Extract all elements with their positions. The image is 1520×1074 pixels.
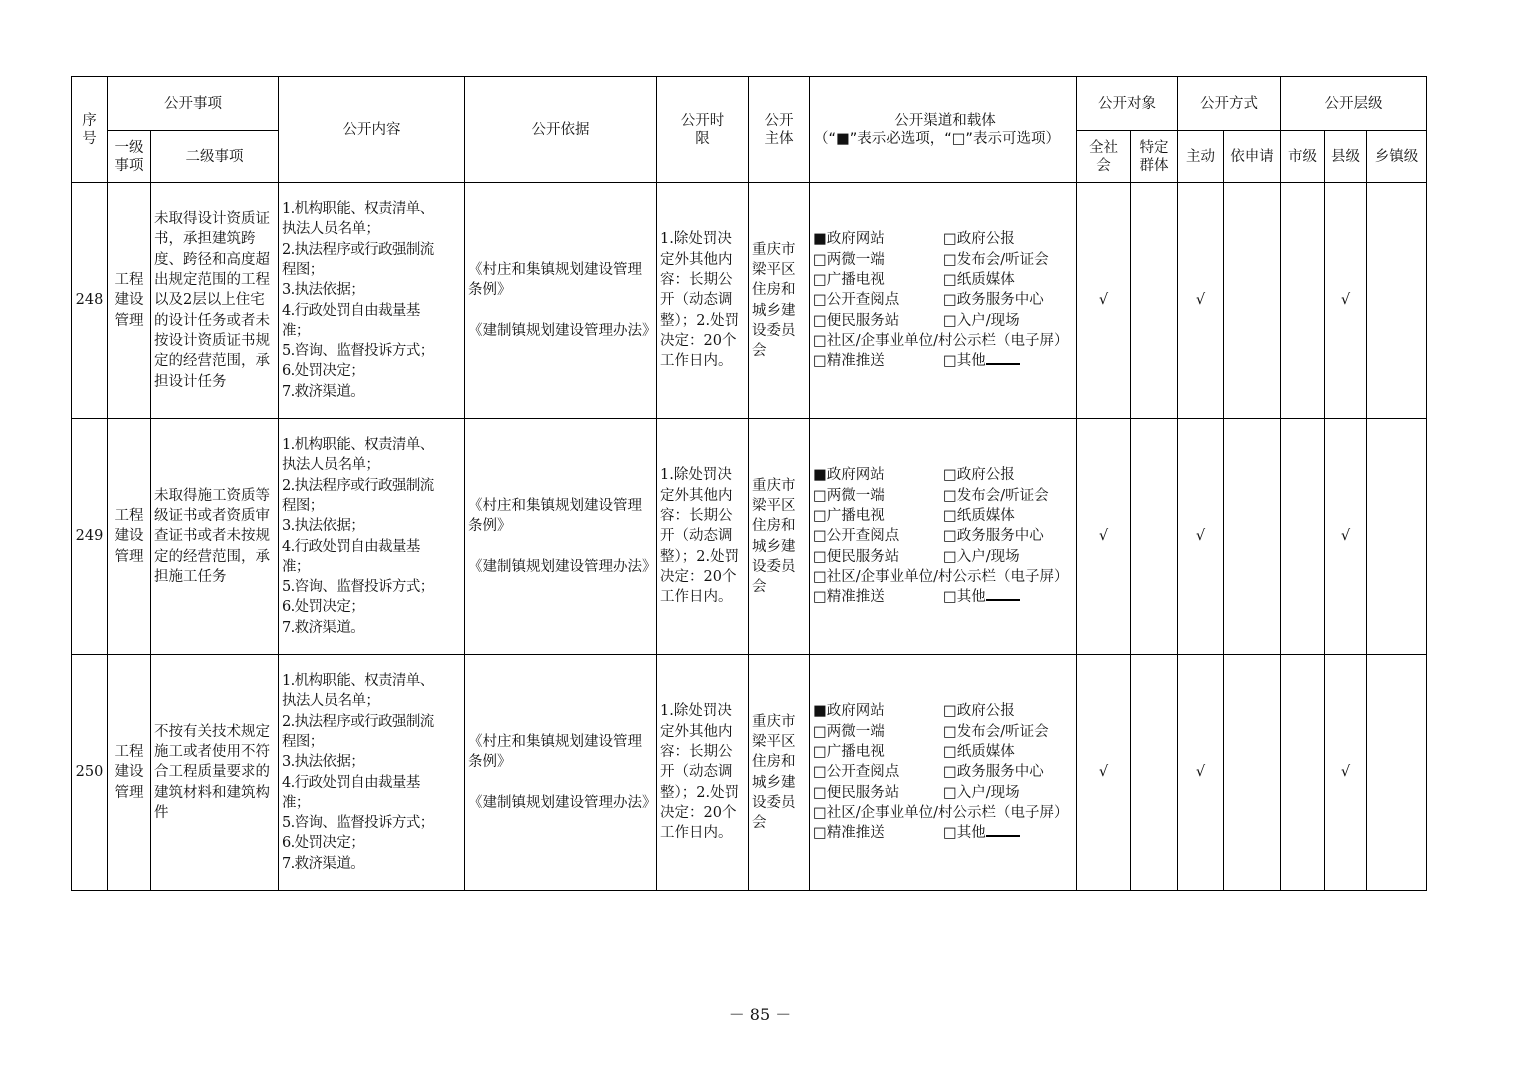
channel-option: □纸质媒体 <box>943 744 1015 761</box>
row-number: 249 <box>72 419 108 655</box>
channel-option: □政府公报 <box>943 231 1015 248</box>
header-timelimit: 公开时限 <box>657 77 749 183</box>
channel-option: ■政府网站 <box>813 467 885 484</box>
content-line: 6.处罚决定； <box>282 363 365 380</box>
cell-mode-apply <box>1224 183 1281 419</box>
channel-option: □入户/现场 <box>943 548 1020 565</box>
channel-option: □政府公报 <box>943 467 1015 484</box>
channel-option: □两微一端 <box>813 251 885 268</box>
channel-option: □便民服务站 <box>813 548 900 565</box>
channel-option: □其他 <box>943 351 1074 371</box>
content-line: 2.执法程序或行政强制流 <box>282 241 434 258</box>
channel-option: □发布会/听证会 <box>943 723 1049 740</box>
content-line: 1.机构职能、权责清单、 <box>282 201 434 218</box>
channel-option: □发布会/听证会 <box>943 251 1049 268</box>
content-line: 4.行政处罚自由裁量基 <box>282 302 420 319</box>
channel-option: □广播电视 <box>813 272 885 289</box>
cell-level-town <box>1367 655 1427 891</box>
content-line: 2.执法程序或行政强制流 <box>282 713 434 730</box>
channel-list <box>813 701 1074 843</box>
channel-option: □入户/现场 <box>943 784 1020 801</box>
channel-option: □政府公报 <box>943 703 1015 720</box>
content-line: 1.机构职能、权责清单、 <box>282 437 434 454</box>
row-timelimit: 1.除处罚决定外其他内容：长期公开（动态调整）；2.处罚决定：20个工作日内。 <box>657 655 749 891</box>
header-item: 公开事项 <box>108 77 279 131</box>
channel-option: □广播电视 <box>813 508 885 525</box>
cell-mode-active: √ <box>1178 419 1224 655</box>
page-number: － 85 － <box>728 1005 792 1024</box>
channel-option: □入户/现场 <box>943 312 1020 329</box>
header-level2: 二级事项 <box>151 131 279 183</box>
content-line: 6.处罚决定； <box>282 835 365 852</box>
content-line: 程图； <box>282 497 324 514</box>
cell-level-city <box>1281 655 1325 891</box>
channel-option: □公开查阅点 <box>813 764 900 781</box>
row-basis-2: 《建制镇规划建设管理办法》 <box>468 322 657 339</box>
row-level2: 未取得设计资质证书，承担建筑跨度、跨径和高度超出规定范围的工程以及2层以上住宅的设计任务或者未按设计资质证书规定的经营范围，承担设计任务 <box>151 183 279 419</box>
row-subject: 重庆市梁平区住房和城乡建设委员会 <box>749 419 810 655</box>
header-mode: 公开方式 <box>1178 77 1281 131</box>
row-basis-1: 《村庄和集镇规划建设管理条例》 <box>468 734 642 771</box>
content-line: 执法人员名单； <box>282 221 380 238</box>
content-line: 准； <box>282 322 310 339</box>
content-line: 4.行政处罚自由裁量基 <box>282 538 420 555</box>
header-channel-title: 公开渠道和载体 <box>894 112 996 129</box>
row-subject: 重庆市梁平区住房和城乡建设委员会 <box>749 183 810 419</box>
row-level2: 不按有关技术规定施工或者使用不符合工程质量要求的建筑材料和建筑构件 <box>151 655 279 891</box>
channel-option: □精准推送 <box>813 825 885 842</box>
content-line: 准； <box>282 558 310 575</box>
cell-level-county: √ <box>1325 183 1367 419</box>
channel-option: □政务服务中心 <box>943 764 1044 781</box>
cell-target-specific <box>1131 419 1178 655</box>
row-content <box>279 183 465 419</box>
row-timelimit: 1.除处罚决定外其他内容：长期公开（动态调整）；2.处罚决定：20个工作日内。 <box>657 183 749 419</box>
content-line: 5.咨询、监督投诉方式； <box>282 343 434 360</box>
header-level: 公开层级 <box>1281 77 1427 131</box>
table-row <box>72 183 1427 419</box>
row-timelimit: 1.除处罚决定外其他内容：长期公开（动态调整）；2.处罚决定：20个工作日内。 <box>657 419 749 655</box>
cell-level-city <box>1281 419 1325 655</box>
content-line: 1.机构职能、权责清单、 <box>282 673 434 690</box>
content-line: 7.救济渠道。 <box>282 855 365 872</box>
content-line: 执法人员名单； <box>282 457 380 474</box>
channel-option: ■政府网站 <box>813 703 885 720</box>
row-channels <box>810 655 1077 891</box>
channel-option: □公开查阅点 <box>813 292 900 309</box>
header-mode-apply: 依申请 <box>1224 131 1281 183</box>
cell-level-county: √ <box>1325 419 1367 655</box>
header-target-all: 全社会 <box>1077 131 1131 183</box>
content-line: 4.行政处罚自由裁量基 <box>282 774 420 791</box>
cell-mode-active: √ <box>1178 183 1224 419</box>
channel-option: □发布会/听证会 <box>943 487 1049 504</box>
content-line: 2.执法程序或行政强制流 <box>282 477 434 494</box>
header-target-specific: 特定群体 <box>1131 131 1178 183</box>
cell-level-town <box>1367 419 1427 655</box>
cell-target-all: √ <box>1077 419 1131 655</box>
channel-option: □公开查阅点 <box>813 528 900 545</box>
header-level-county: 县级 <box>1325 131 1367 183</box>
row-channels <box>810 419 1077 655</box>
channel-option: □纸质媒体 <box>943 272 1015 289</box>
channel-option: ■政府网站 <box>813 231 885 248</box>
header-level-city: 市级 <box>1281 131 1325 183</box>
header-subject: 公开主体 <box>749 77 810 183</box>
header-level-town: 乡镇级 <box>1367 131 1427 183</box>
content-line: 3.执法依据； <box>282 518 365 535</box>
channel-option: □其他 <box>943 823 1074 843</box>
content-line: 6.处罚决定； <box>282 599 365 616</box>
blank-line <box>986 823 1020 837</box>
header-mode-active: 主动 <box>1178 131 1224 183</box>
row-basis <box>465 183 657 419</box>
channel-option: □其他 <box>943 587 1074 607</box>
channel-option: □便民服务站 <box>813 312 900 329</box>
row-level1: 工程建设管理 <box>108 655 151 891</box>
row-content <box>279 419 465 655</box>
blank-line <box>986 587 1020 601</box>
disclosure-table <box>71 76 1427 891</box>
content-line: 执法人员名单； <box>282 693 380 710</box>
cell-level-town <box>1367 183 1427 419</box>
content-line: 程图； <box>282 261 324 278</box>
cell-target-all: √ <box>1077 655 1131 891</box>
channel-option: □便民服务站 <box>813 784 900 801</box>
cell-target-all: √ <box>1077 183 1131 419</box>
row-level2: 未取得施工资质等级证书或者资质审查证书或者未按规定的经营范围，承担施工任务 <box>151 419 279 655</box>
content-line: 3.执法依据； <box>282 754 365 771</box>
header-channel-note: （“■”表示必选项，“□”表示可选项） <box>814 130 1060 147</box>
table-row <box>72 655 1427 891</box>
cell-mode-apply <box>1224 419 1281 655</box>
channel-list <box>813 229 1074 371</box>
channel-option: □广播电视 <box>813 744 885 761</box>
channel-list <box>813 465 1074 607</box>
content-line: 5.咨询、监督投诉方式； <box>282 579 434 596</box>
content-line: 程图； <box>282 733 324 750</box>
row-number: 250 <box>72 655 108 891</box>
row-basis-1: 《村庄和集镇规划建设管理条例》 <box>468 498 642 535</box>
content-line: 5.咨询、监督投诉方式； <box>282 815 434 832</box>
table-body <box>72 183 1427 891</box>
channel-option: □精准推送 <box>813 589 885 606</box>
content-line: 7.救济渠道。 <box>282 383 365 400</box>
header-channel <box>810 77 1077 183</box>
cell-level-city <box>1281 183 1325 419</box>
channel-option: □社区/企事业单位/村公示栏（电子屏） <box>813 804 1069 821</box>
cell-mode-apply <box>1224 655 1281 891</box>
channel-option: □社区/企事业单位/村公示栏（电子屏） <box>813 568 1069 585</box>
channel-option: □两微一端 <box>813 487 885 504</box>
header-target: 公开对象 <box>1077 77 1178 131</box>
row-basis <box>465 419 657 655</box>
channel-option: □政务服务中心 <box>943 292 1044 309</box>
cell-level-county: √ <box>1325 655 1367 891</box>
channel-option: □两微一端 <box>813 723 885 740</box>
row-level1: 工程建设管理 <box>108 183 151 419</box>
cell-target-specific <box>1131 655 1178 891</box>
channel-option: □纸质媒体 <box>943 508 1015 525</box>
header-basis: 公开依据 <box>465 77 657 183</box>
channel-option: □精准推送 <box>813 353 885 370</box>
row-basis-1: 《村庄和集镇规划建设管理条例》 <box>468 262 642 299</box>
cell-mode-active: √ <box>1178 655 1224 891</box>
channel-option: □政务服务中心 <box>943 528 1044 545</box>
row-basis-2: 《建制镇规划建设管理办法》 <box>468 794 657 811</box>
row-content <box>279 655 465 891</box>
table-row <box>72 419 1427 655</box>
content-line: 3.执法依据； <box>282 282 365 299</box>
header-content: 公开内容 <box>279 77 465 183</box>
cell-target-specific <box>1131 183 1178 419</box>
channel-option: □社区/企事业单位/村公示栏（电子屏） <box>813 332 1069 349</box>
blank-line <box>986 351 1020 365</box>
row-channels <box>810 183 1077 419</box>
header-level1: 一级事项 <box>108 131 151 183</box>
content-line: 准； <box>282 794 310 811</box>
row-basis <box>465 655 657 891</box>
row-basis-2: 《建制镇规划建设管理办法》 <box>468 558 657 575</box>
row-subject: 重庆市梁平区住房和城乡建设委员会 <box>749 655 810 891</box>
header-seq: 序号 <box>72 77 108 183</box>
row-level1: 工程建设管理 <box>108 419 151 655</box>
row-number: 248 <box>72 183 108 419</box>
content-line: 7.救济渠道。 <box>282 619 365 636</box>
